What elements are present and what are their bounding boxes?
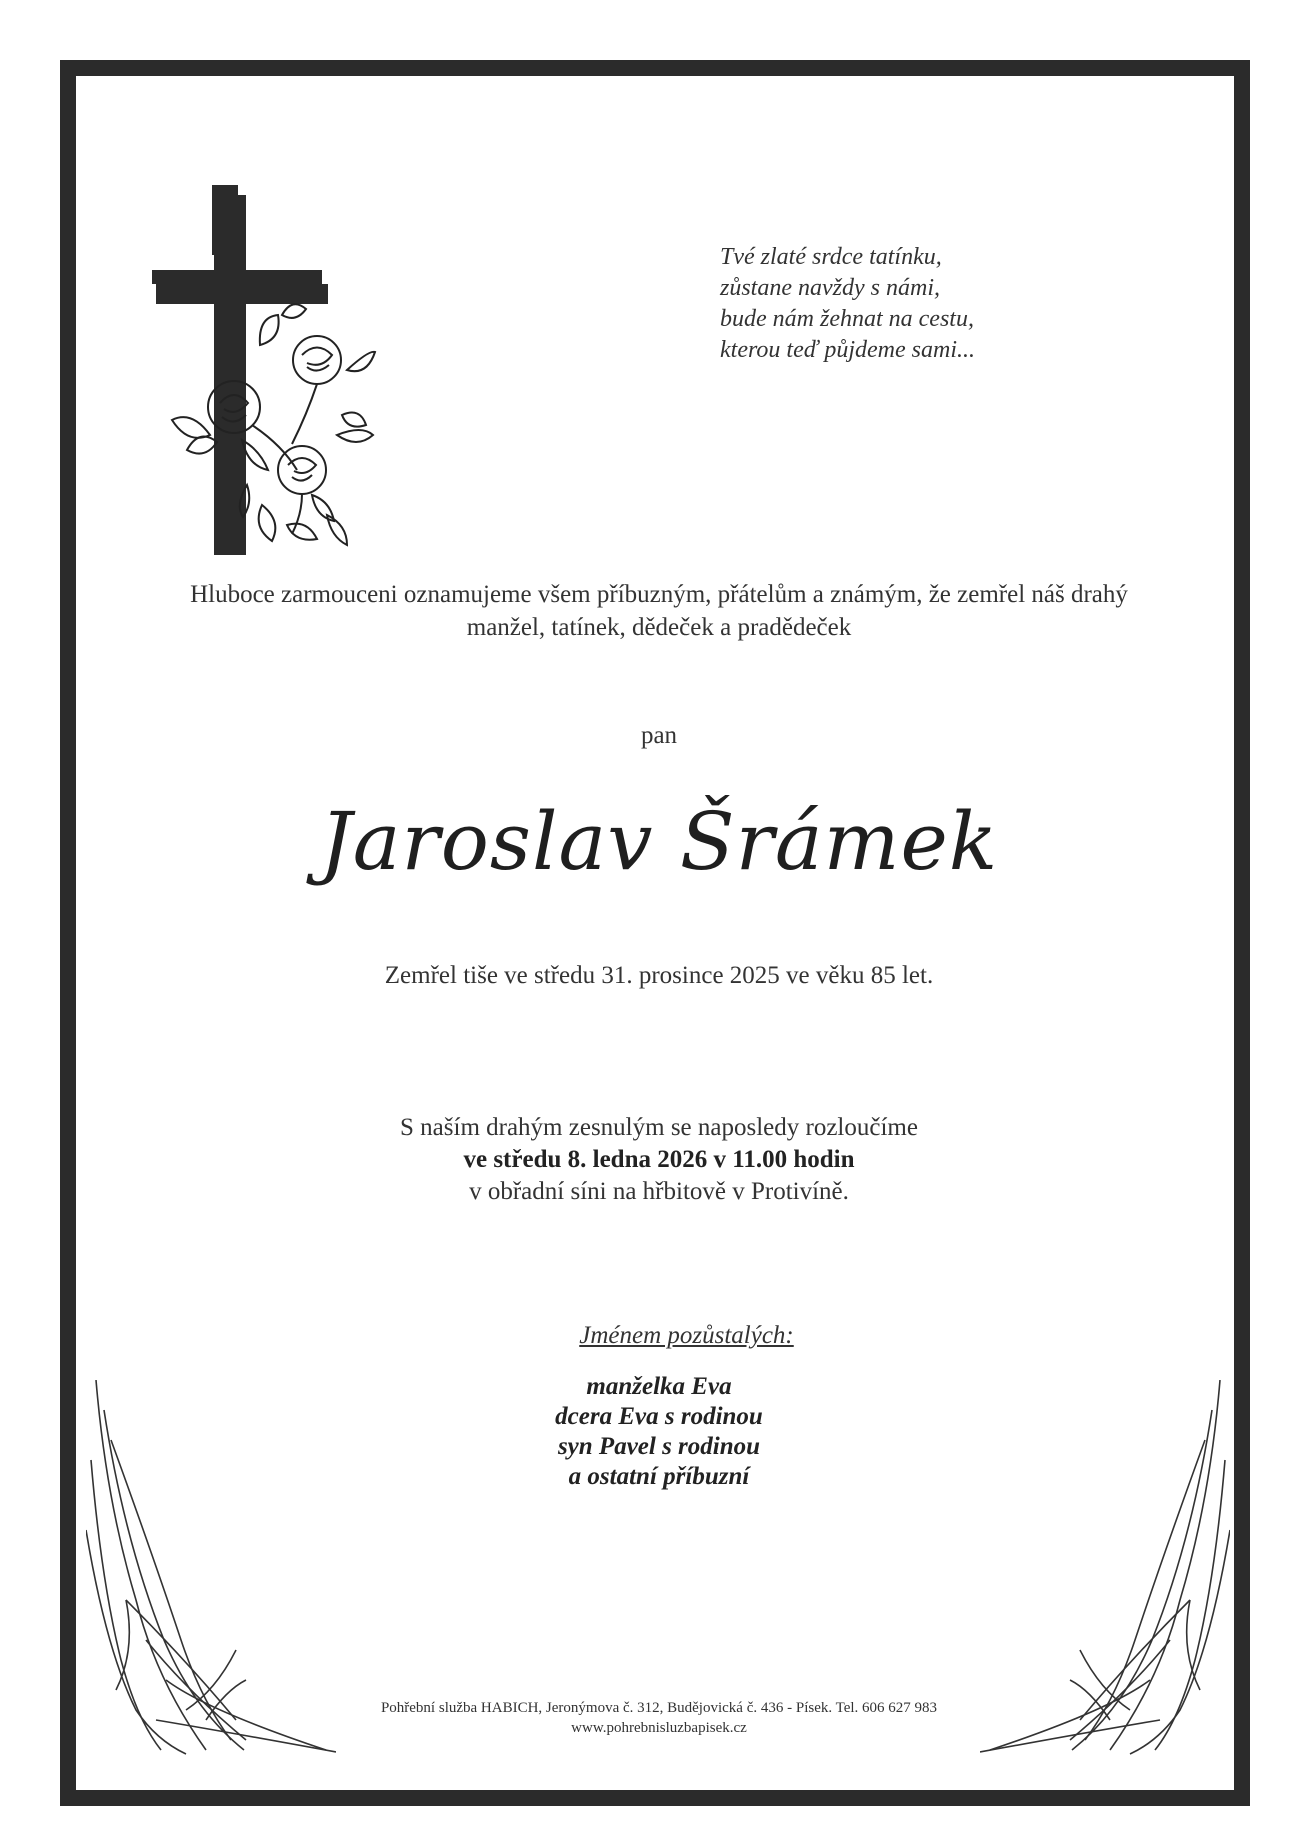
funeral-date-time: ve středu 8. ledna 2026 v 11.00 hodin <box>463 1146 855 1173</box>
poem-line: Tvé zlaté srdce tatínku, <box>720 244 942 270</box>
announcement-line: manžel, tatínek, dědeček a pradědeček <box>466 614 852 641</box>
poem-line: zůstane navždy s námi, <box>720 275 940 301</box>
death-announcement <box>80 578 1238 644</box>
survivors-heading: Jménem pozůstalých: <box>579 1322 794 1349</box>
funeral-service-footer <box>80 1698 1238 1738</box>
survivor-name: a ostatní příbuzní <box>568 1463 750 1490</box>
memorial-poem <box>720 242 1120 366</box>
footer-address: Pohřební služba HABICH, Jeronýmova č. 312, Budějovická č. 436 - Písek. Tel. 606 627 983 <box>380 1700 938 1716</box>
poem-line: bude nám žehnat na cestu, <box>720 306 974 332</box>
funeral-details <box>80 1112 1238 1208</box>
death-notice: Zemřel tiše ve středu 31. prosince 2025 ve věku 85 let. <box>384 962 934 989</box>
survivor-name: syn Pavel s rodinou <box>557 1433 761 1460</box>
funeral-location: v obřadní síni na hřbitově v Protivíně. <box>469 1178 849 1205</box>
footer-website: www.pohrebnisluzbapisek.cz <box>571 1720 747 1736</box>
cross-with-roses-icon <box>152 185 422 605</box>
announcement-line: Hluboce zarmouceni oznamujeme všem příbuzným, přátelům a známým, že zemřel náš drahý <box>190 581 1128 608</box>
poem-line: kterou teď půjdeme sami... <box>720 337 975 363</box>
survivors-heading-wrap <box>80 1322 1238 1350</box>
survivor-name: manželka Eva <box>586 1373 732 1400</box>
survivor-name: dcera Eva s rodinou <box>555 1403 763 1430</box>
honorific: pan <box>640 722 678 749</box>
deceased-name: Jaroslav Šrámek <box>319 795 999 888</box>
farewell-line: S naším drahým zesnulým se naposledy rozloučíme <box>400 1114 918 1141</box>
